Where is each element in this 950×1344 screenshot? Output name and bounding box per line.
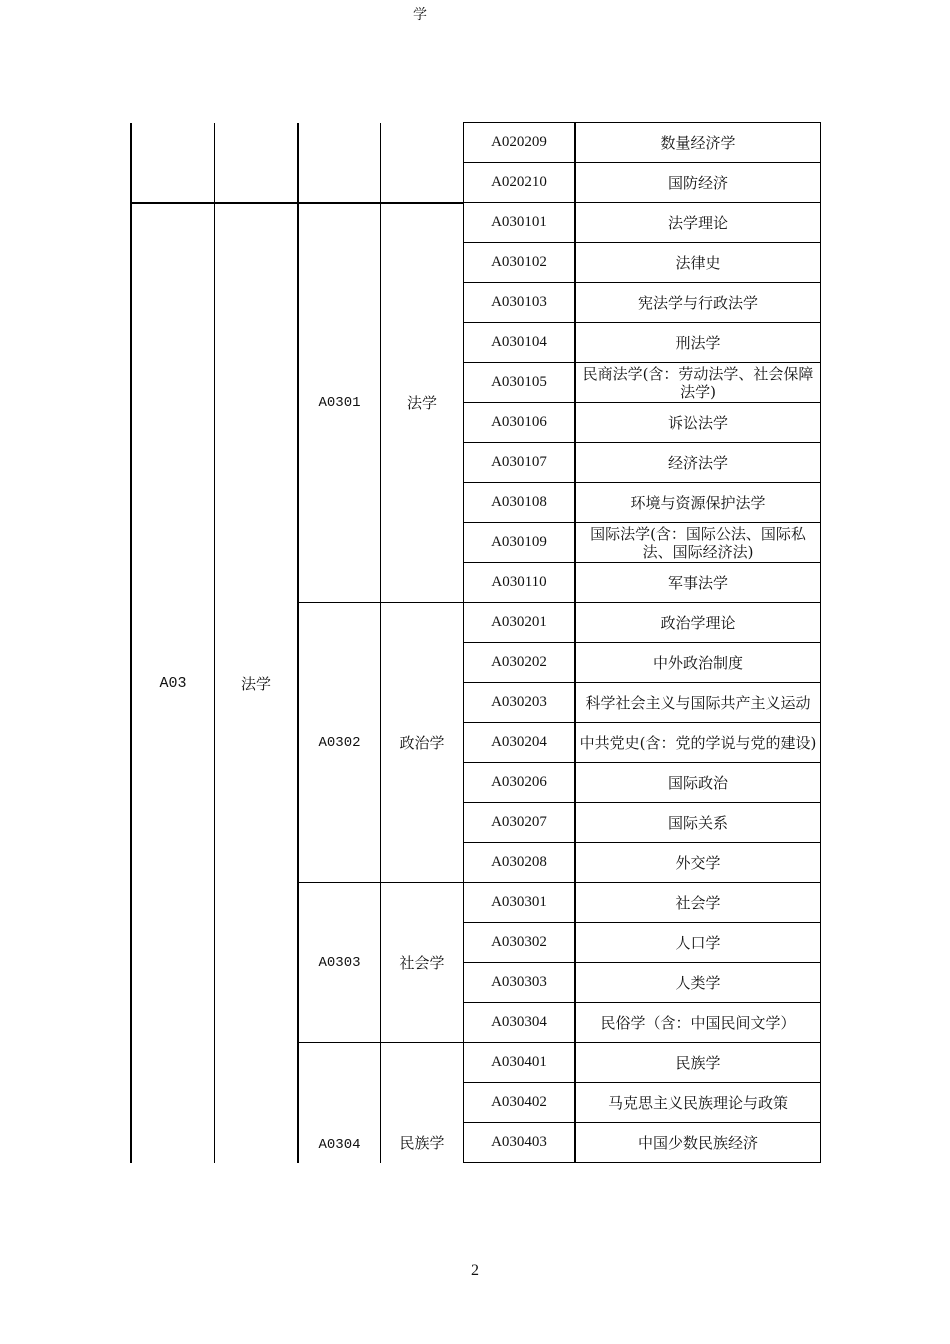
subcategory-name: 法学 (381, 203, 464, 603)
table-row (131, 203, 821, 243)
discipline-name: 经济法学 (575, 443, 821, 483)
prev-category-code-cell (131, 123, 215, 203)
discipline-name: 国际法学(含：国际公法、国际私法、国际经济法) (575, 523, 821, 563)
discipline-code: A020209 (464, 123, 576, 163)
category-name: 法学 (215, 203, 299, 1163)
subcategory-name: 社会学 (381, 883, 464, 1043)
discipline-code: A030403 (464, 1123, 576, 1163)
discipline-name: 国防经济 (575, 163, 821, 203)
discipline-name: 刑法学 (575, 323, 821, 363)
discipline-code: A030303 (464, 963, 576, 1003)
discipline-code: A030109 (464, 523, 576, 563)
discipline-code: A030102 (464, 243, 576, 283)
page-number: 2 (471, 1262, 479, 1279)
discipline-code: A030104 (464, 323, 576, 363)
discipline-name: 民族学 (575, 1043, 821, 1083)
table-row (131, 123, 821, 163)
discipline-name: 国际关系 (575, 803, 821, 843)
discipline-code: A030201 (464, 603, 576, 643)
discipline-name: 法律史 (575, 243, 821, 283)
discipline-name: 诉讼法学 (575, 403, 821, 443)
page-header: 学 (413, 7, 427, 23)
discipline-code: A030208 (464, 843, 576, 883)
discipline-code: A030207 (464, 803, 576, 843)
discipline-code: A030206 (464, 763, 576, 803)
discipline-name: 宪法学与行政法学 (575, 283, 821, 323)
subcategory-name: 民族学 (381, 1043, 464, 1163)
subcategory-code: A0302 (298, 603, 381, 883)
category-code: A03 (131, 203, 215, 1163)
discipline-name: 中外政治制度 (575, 643, 821, 683)
discipline-name: 数量经济学 (575, 123, 821, 163)
subcategory-code: A0304 (298, 1043, 381, 1163)
discipline-catalog-table (130, 122, 821, 1163)
discipline-name: 军事法学 (575, 563, 821, 603)
subcategory-name: 政治学 (381, 603, 464, 883)
prev-category-name-cell (215, 123, 299, 203)
discipline-name: 环境与资源保护法学 (575, 483, 821, 523)
discipline-code: A030304 (464, 1003, 576, 1043)
discipline-code: A020210 (464, 163, 576, 203)
discipline-code: A030105 (464, 363, 576, 403)
discipline-code: A030106 (464, 403, 576, 443)
discipline-code: A030202 (464, 643, 576, 683)
discipline-code: A030110 (464, 563, 576, 603)
discipline-name: 民商法学(含：劳动法学、社会保障法学) (575, 363, 821, 403)
discipline-name: 马克思主义民族理论与政策 (575, 1083, 821, 1123)
discipline-name: 国际政治 (575, 763, 821, 803)
discipline-code: A030108 (464, 483, 576, 523)
discipline-name: 外交学 (575, 843, 821, 883)
prev-subcategory-code-cell (298, 123, 381, 203)
subcategory-code: A0303 (298, 883, 381, 1043)
subcategory-code: A0301 (298, 203, 381, 603)
discipline-code: A030103 (464, 283, 576, 323)
discipline-code: A030204 (464, 723, 576, 763)
discipline-code: A030107 (464, 443, 576, 483)
discipline-name: 社会学 (575, 883, 821, 923)
discipline-name: 人类学 (575, 963, 821, 1003)
discipline-name: 人口学 (575, 923, 821, 963)
discipline-name: 法学理论 (575, 203, 821, 243)
discipline-code: A030402 (464, 1083, 576, 1123)
discipline-code: A030101 (464, 203, 576, 243)
discipline-name: 科学社会主义与国际共产主义运动 (575, 683, 821, 723)
discipline-code: A030301 (464, 883, 576, 923)
catalog-body (131, 123, 821, 1163)
discipline-name: 中国少数民族经济 (575, 1123, 821, 1163)
discipline-code: A030401 (464, 1043, 576, 1083)
prev-subcategory-name-cell (381, 123, 464, 203)
discipline-name: 民俗学（含：中国民间文学） (575, 1003, 821, 1043)
discipline-name: 政治学理论 (575, 603, 821, 643)
discipline-code: A030302 (464, 923, 576, 963)
discipline-code: A030203 (464, 683, 576, 723)
discipline-name: 中共党史(含：党的学说与党的建设) (575, 723, 821, 763)
